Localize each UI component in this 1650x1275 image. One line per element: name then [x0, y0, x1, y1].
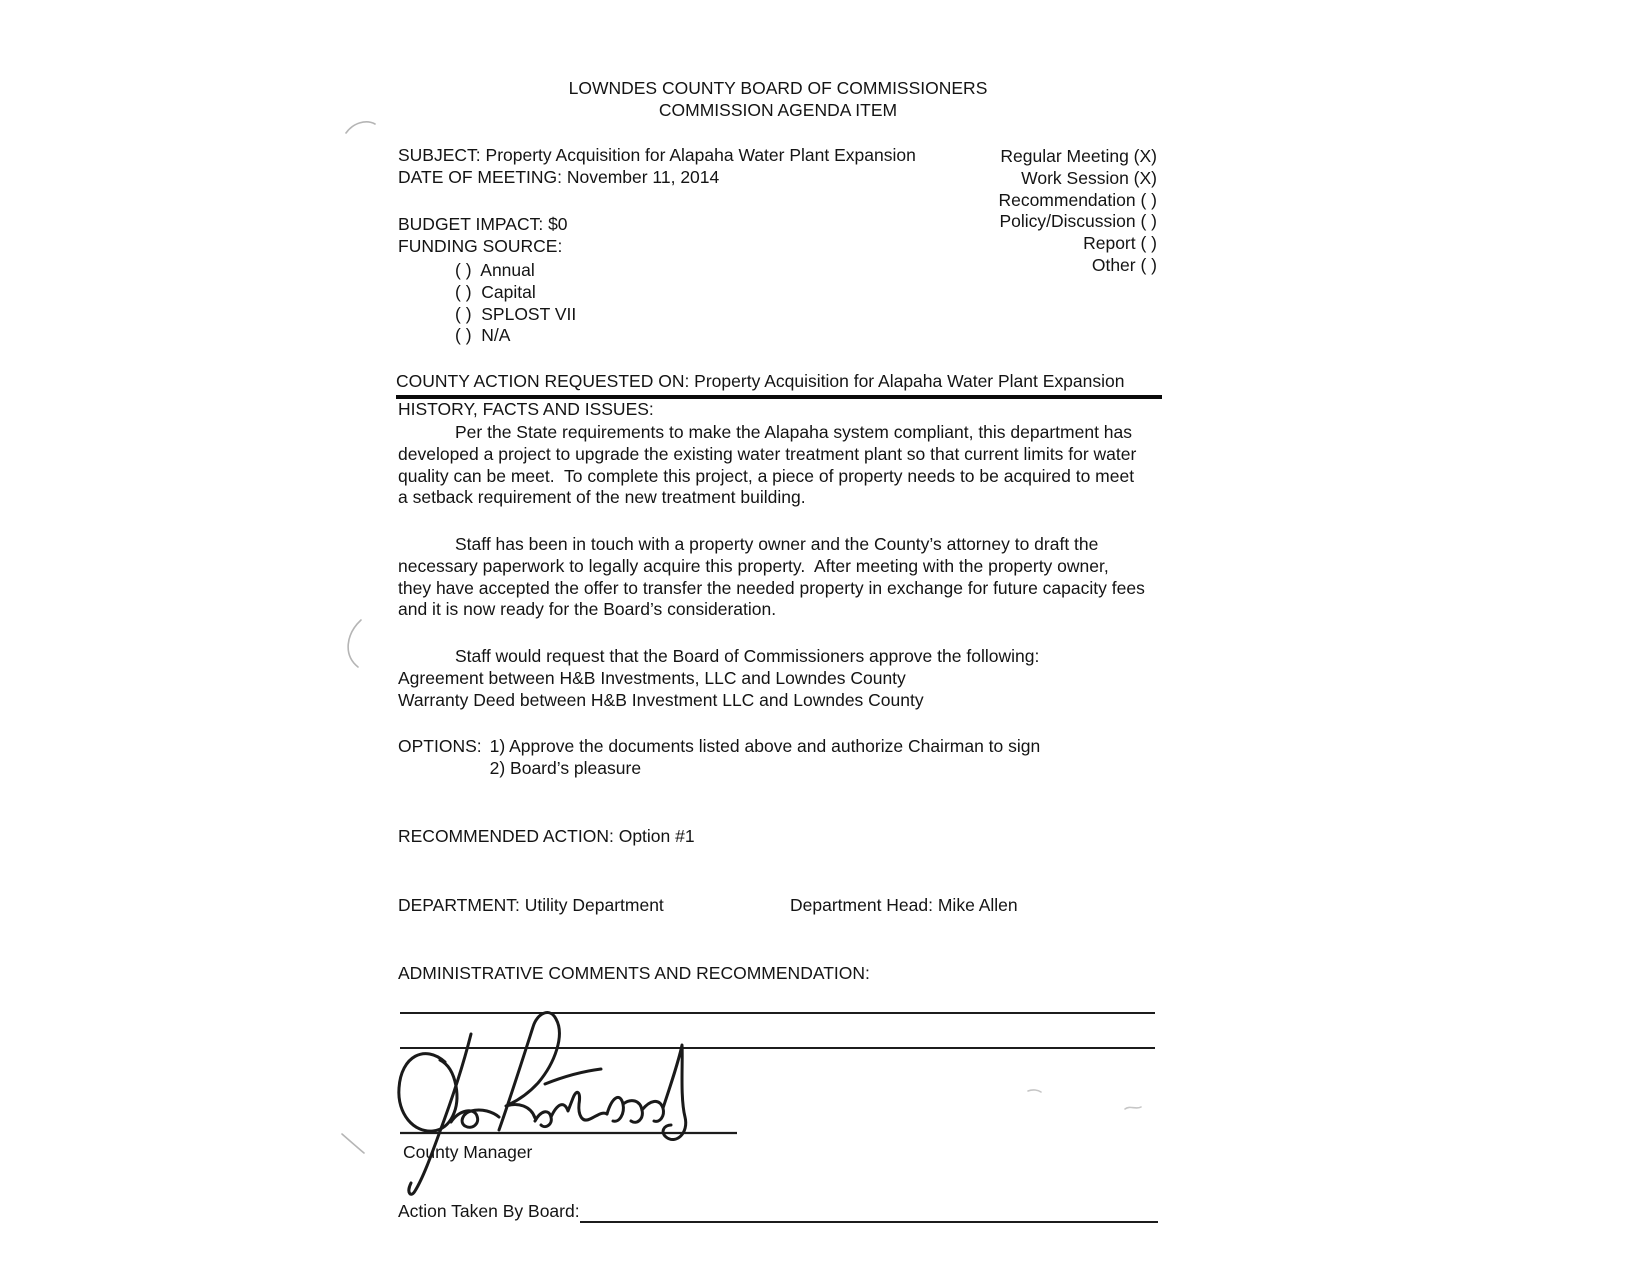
paragraph-line: developed a project to upgrade the existing water treatment plant so that current limits for water [398, 443, 1137, 464]
funding-option-na: ( ) N/A [455, 325, 511, 346]
paragraph-line: Staff would request that the Board of Commissioners approve the following: [455, 646, 1040, 666]
department-name: DEPARTMENT: Utility Department [398, 895, 664, 915]
meeting-type-recommendation: Recommendation ( ) [998, 189, 1157, 210]
paragraph-line: they have accepted the offer to transfer the needed property in exchange for future capacity fees [398, 577, 1145, 598]
signature-ink [399, 1013, 686, 1195]
funding-option-annual: ( ) Annual [455, 260, 535, 280]
document-title [398, 78, 1158, 122]
county-action-requested-text: COUNTY ACTION REQUESTED ON: Property Acquisition for Alapaha Water Plant Expansion [396, 371, 1125, 391]
paragraph-line: Per the State requirements to make the Alapaha system compliant, this department has [455, 422, 1133, 442]
action-taken-label: Action Taken By Board: [398, 1201, 580, 1221]
history-paragraph-2 [398, 534, 1162, 621]
options-label: OPTIONS: [398, 736, 482, 756]
options-items [490, 736, 1041, 780]
budget-block [398, 214, 568, 258]
meeting-type-report: Report ( ) [1083, 233, 1157, 254]
paragraph-line: and it is now ready for the Board’s consideration. [398, 599, 777, 620]
meeting-type-list [850, 146, 1157, 277]
recommended-action: RECOMMENDED ACTION: Option #1 [398, 826, 695, 846]
signature-title: County Manager [403, 1142, 533, 1162]
department-head: Department Head: Mike Allen [790, 895, 1018, 915]
county-action-requested [396, 371, 1162, 399]
meeting-date-line: DATE OF MEETING: November 11, 2014 [398, 166, 720, 187]
history-paragraph-1 [398, 422, 1162, 509]
option-1: 1) Approve the documents listed above and authorize Chairman to sign [489, 736, 1041, 756]
options-block [398, 736, 1162, 780]
paragraph-line: a setback requirement of the new treatment building. [398, 487, 806, 508]
budget-impact-line: BUDGET IMPACT: $0 [398, 214, 568, 234]
admin-comments-heading: ADMINISTRATIVE COMMENTS AND RECOMMENDATION: [398, 963, 870, 983]
title-line-2: COMMISSION AGENDA ITEM [658, 99, 898, 120]
paragraph-line: Warranty Deed between H&B Investment LLC and Lowndes County [398, 689, 924, 710]
history-heading: HISTORY, FACTS AND ISSUES: [398, 399, 654, 419]
paragraph-line: Staff has been in touch with a property owner and the County’s attorney to draft the [455, 534, 1099, 554]
funding-options-list [455, 260, 576, 347]
subject-line: SUBJECT: Property Acquisition for Alapaha Water Plant Expansion [398, 145, 916, 165]
county-manager-signature [385, 1000, 755, 1210]
subject-block [398, 145, 916, 189]
meeting-type-work-session: Work Session (X) [1021, 167, 1157, 188]
action-taken-blank-line [580, 1203, 1158, 1223]
paragraph-line: quality can be meet. To complete this project, a piece of property needs to be acquired to meet [398, 465, 1135, 486]
funding-source-label: FUNDING SOURCE: [398, 235, 563, 256]
funding-option-capital: ( ) Capital [455, 281, 536, 302]
history-paragraph-3 [398, 646, 1162, 711]
action-taken-row [398, 1201, 1158, 1223]
paragraph-line: necessary paperwork to legally acquire this property. After meeting with the property owner, [398, 555, 1109, 576]
paragraph-line: Agreement between H&B Investments, LLC and Lowndes County [398, 667, 906, 688]
funding-option-splost: ( ) SPLOST VII [455, 303, 577, 324]
meeting-type-other: Other ( ) [1091, 254, 1157, 275]
meeting-type-regular: Regular Meeting (X) [1000, 146, 1157, 166]
department-row [398, 895, 1162, 917]
title-line-1: LOWNDES COUNTY BOARD OF COMMISSIONERS [568, 78, 988, 98]
meeting-type-policy-discussion: Policy/Discussion ( ) [999, 211, 1157, 232]
option-2: 2) Board’s pleasure [489, 757, 642, 778]
